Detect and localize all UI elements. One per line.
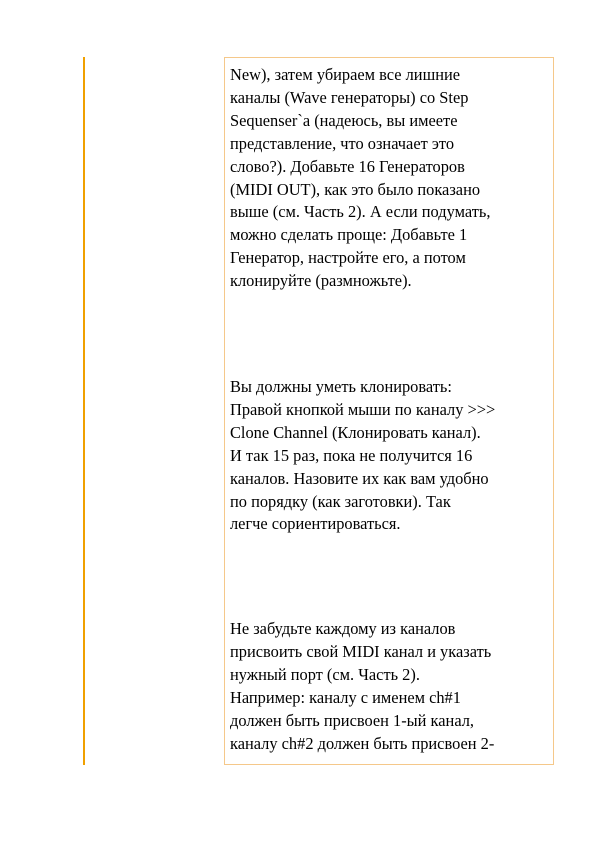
text-frame	[224, 57, 554, 765]
paragraph-cloning-intro: New), затем убираем все лишние каналы (Wave генераторы) со Step Sequenser`a (надеюсь, вы имеете представление, что означает это слово?). Добавьте 16 Генераторов (MIDI OUT), как это было показано выше (см. Часть 2). А если подумать, можно сделать проще: Добавьте 1 Генератор, настройте его, а потом клонируйте (размножьте).	[230, 65, 491, 291]
paragraph-clone-instructions: Вы должны уметь клонировать: Правой кнопкой мыши по каналу >>> Clone Channel (Клонировать канал). И так 15 раз, пока не получится 16 каналов. Назовите их как вам удобно по порядку (как заготовки). Так легче сориентироваться.	[230, 377, 496, 534]
paragraph-midi-channel-assignment: Не забудьте каждому из каналов присвоить свой MIDI канал и указать нужный порт (см. Часть 2). Например: каналу с именем ch#1 должен быть присвоен 1-ый канал, каналу ch#2 должен быть присвоен 2-	[230, 619, 495, 753]
left-margin-rule	[83, 57, 85, 765]
